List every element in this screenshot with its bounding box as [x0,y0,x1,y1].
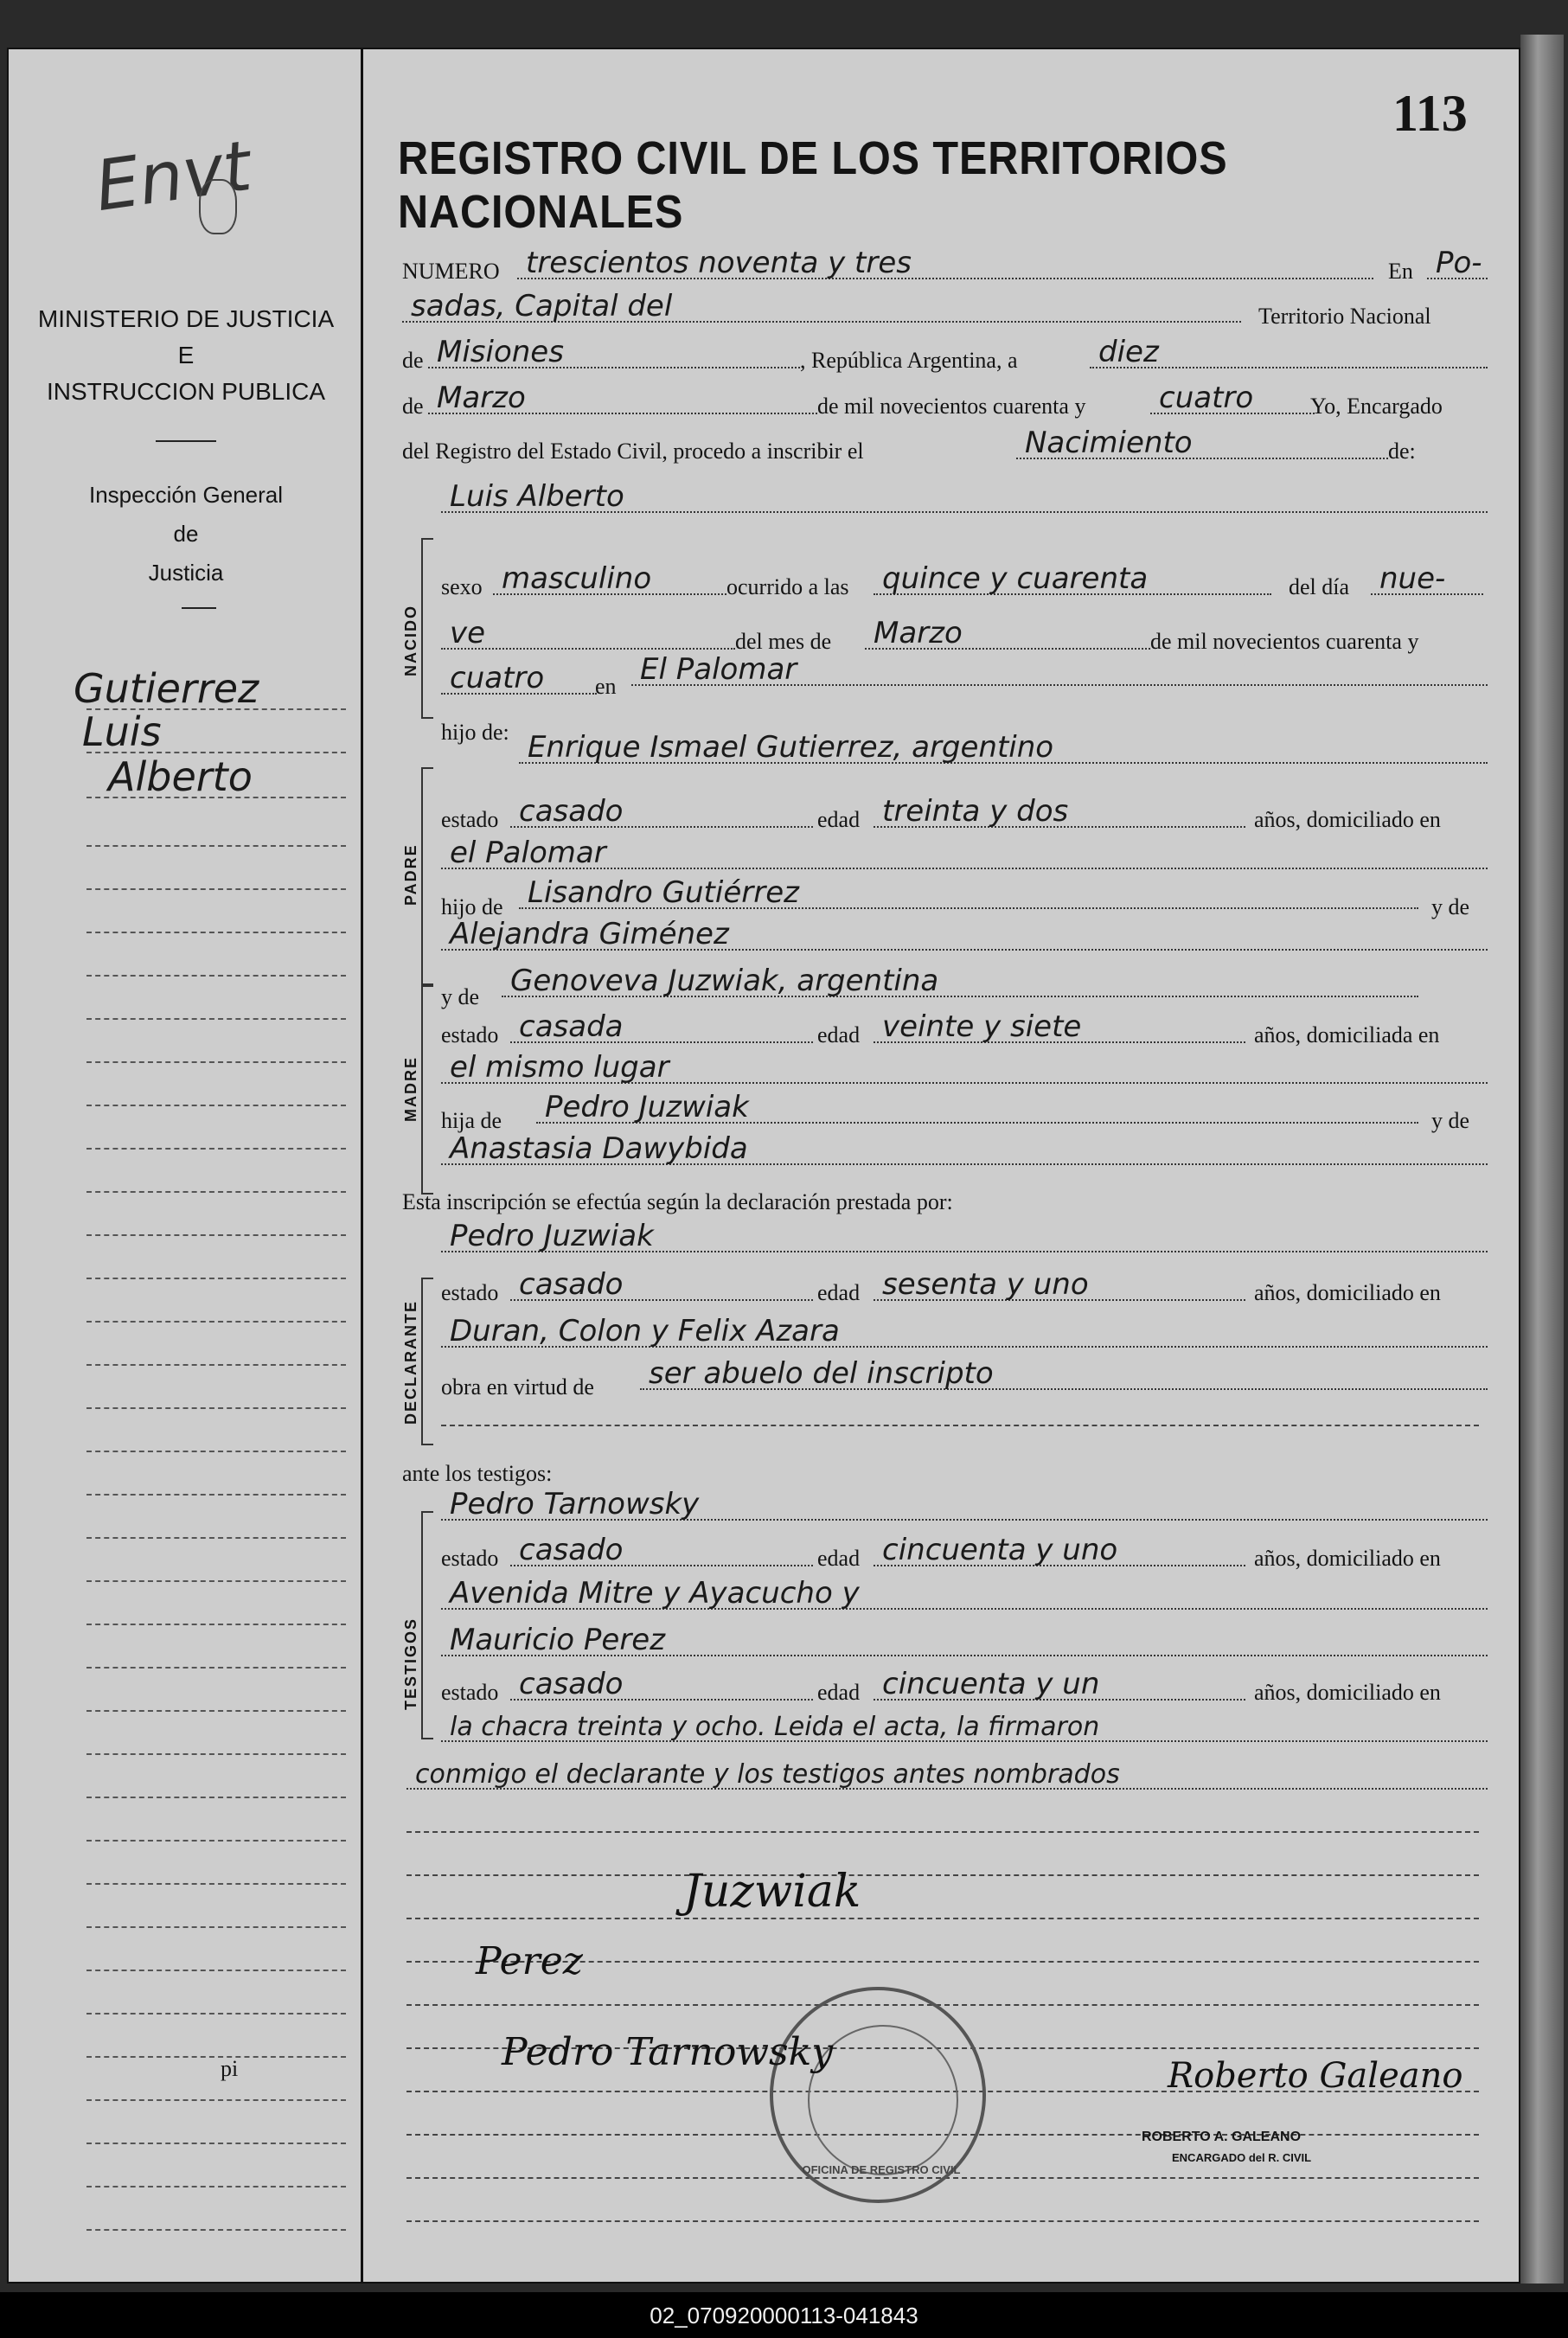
inspection-line-2: de [173,521,199,547]
field-t2-edad: cincuenta y un [874,1669,1245,1701]
officer-title: ENCARGADO del R. CIVIL [1172,2151,1312,2164]
margin-surname: Gutierrez [74,665,259,712]
left-margin [9,49,363,2282]
label-madre: MADRE [402,1056,419,1122]
field-padre-domicilio: el Palomar [441,838,1488,869]
file-id-bar [0,2292,1568,2338]
seal-text: OFICINA DE REGISTRO CIVIL [802,2163,961,2176]
divider [156,440,216,442]
field-hora: quince y cuarenta [874,564,1271,595]
label-sexo: sexo [441,574,483,599]
label-hijo-de: hijo de: [441,720,509,745]
label-mil-2: de mil novecientos cuarenta y [1150,629,1419,654]
field-numero: trescientos noventa y tres [517,248,1373,279]
binding-edge [1520,35,1564,2284]
label-de-2: de [402,394,424,419]
field-t2-estado: casado [510,1669,813,1701]
field-sexo: masculino [493,564,726,595]
field-nombre: Luis Alberto [441,482,1488,513]
madre-bracket [421,983,433,1195]
field-abuela-m: Anastasia Dawybida [441,1134,1488,1165]
inspection-line-3: Justicia [148,560,224,586]
document-title: REGISTRO CIVIL DE LOS TERRITORIOS NACIONALES [398,132,1228,238]
label-t1-estado: estado [441,1546,499,1571]
label-republica: , República Argentina, a [800,348,1018,373]
label-padre-hijo-de: hijo de [441,894,503,919]
label-t2-domicilio: años, domiciliado en [1254,1680,1441,1705]
label-t2-estado: estado [441,1680,499,1705]
field-testigo2: Mauricio Perez [441,1625,1488,1656]
label-t1-edad: edad [817,1546,861,1571]
blank-line [441,1425,1479,1426]
label-madre-y-de: y de [441,984,480,1009]
label-padre: PADRE [402,843,419,906]
label-padre-domicilio: años, domiciliado en [1254,807,1441,832]
label-t2-edad: edad [817,1680,861,1705]
label-numero: NUMERO [402,259,500,284]
field-testigo1: Pedro Tarnowsky [441,1489,1488,1521]
label-testigos-vertical: TESTIGOS [402,1617,419,1710]
field-decl-obra: ser abuelo del inscripto [640,1359,1488,1390]
field-declarante: Pedro Juzwiak [441,1221,1488,1252]
label-territorio: Territorio Nacional [1258,304,1431,329]
label-inscripcion: Esta inscripción se efectúa según la declaración prestada por: [402,1189,953,1214]
civil-registry-seal [770,1987,986,2203]
officer-name: ROBERTO A. GALEANO [1142,2130,1302,2144]
signature-declarante: Juzwiak [683,1866,861,1918]
field-madre-edad: veinte y siete [874,1012,1245,1043]
label-de: de [402,348,424,373]
field-anio: cuatro [1150,383,1315,414]
field-t1-edad: cincuenta y uno [874,1535,1245,1566]
label-testigos: ante los testigos: [402,1461,553,1486]
signature-witness-2: Perez [476,1939,583,1983]
label-declarante: DECLARANTE [402,1300,419,1425]
field-dia-nac-2: ve [441,618,735,650]
divider [182,607,216,609]
label-decl-domicilio: años, domiciliado en [1254,1280,1441,1305]
testigos-bracket [421,1511,433,1739]
label-ocurrido: ocurrido a las [726,574,849,599]
label-t1-domicilio: años, domiciliado en [1254,1546,1441,1571]
field-madre-domicilio: el mismo lugar [441,1053,1488,1084]
field-madre: Genoveva Juzwiak, argentina [502,966,1418,997]
field-decl-edad: sesenta y uno [874,1270,1245,1301]
label-del-dia: del día [1289,574,1350,599]
margin-given-name-2: Alberto [108,753,253,800]
label-padre-edad: edad [817,807,861,832]
page-number: 113 [1392,85,1468,142]
field-territorio: Misiones [428,337,800,368]
field-padre: Enrique Ismael Gutierrez, argentino [519,733,1488,764]
ministry-line-3: INSTRUCCION PUBLICA [46,378,326,405]
field-abuela-p: Alejandra Giménez [441,919,1488,951]
field-lugar-nac: El Palomar [631,655,1488,686]
inspection-line-1: Inspección General [88,482,284,508]
label-madre-domicilio: años, domiciliada en [1254,1022,1440,1047]
label-nacido: NACIDO [402,605,419,676]
field-acto: Nacimiento [1016,428,1388,459]
label-madre-y-de-2: y de [1431,1108,1470,1133]
declarante-bracket [421,1278,433,1445]
field-anio-nac: cuatro [441,663,597,695]
field-abuelo-m: Pedro Juzwiak [536,1092,1418,1124]
field-madre-estado: casada [510,1012,813,1043]
label-decl-edad: edad [817,1280,861,1305]
margin-mark: pi [221,2056,239,2081]
field-decl-domicilio: Duran, Colon y Felix Azara [441,1316,1488,1348]
ministry-line-1: MINISTERIO DE JUSTICIA [37,305,335,332]
certificate-page [7,48,1520,2284]
field-padre-edad: treinta y dos [874,797,1245,828]
field-dia-nac-1: nue- [1371,564,1483,595]
field-padre-estado: casado [510,797,813,828]
signature-officer: Roberto Galeano [1168,2056,1463,2096]
field-lugar-1: Po- [1427,248,1488,279]
field-t1-estado: casado [510,1535,813,1566]
field-mes-nac: Marzo [865,618,1150,650]
coat-of-arms-icon [199,179,237,234]
margin-stamp: Envt [90,125,256,227]
field-abuelo-p: Lisandro Gutiérrez [519,878,1418,909]
field-decl-estado: casado [510,1270,813,1301]
label-madre-edad: edad [817,1022,861,1047]
label-hija-de: hija de [441,1108,502,1133]
label-en: En [1388,259,1413,284]
label-decl-estado: estado [441,1280,499,1305]
ministry-line-2: E [177,342,195,368]
field-cierre: conmigo el declarante y los testigos antes nombrados [406,1762,1488,1790]
nacido-bracket [421,538,433,719]
label-y-de: y de [1431,894,1470,919]
label-mil-1: de mil novecientos cuarenta y [817,394,1086,419]
label-en-lower: en [595,674,617,699]
field-dia: diez [1090,337,1488,368]
label-de-colon: de: [1388,439,1416,464]
padre-bracket [421,767,433,987]
field-lugar-2: sadas, Capital del [402,291,1241,323]
margin-given-name-1: Luis [82,708,162,755]
label-registro: del Registro del Estado Civil, procedo a inscribir el [402,439,864,464]
field-mes: Marzo [428,383,817,414]
label-yo: Yo, Encargado [1310,394,1443,419]
label-obra: obra en virtud de [441,1374,594,1400]
field-t2-domicilio: la chacra treinta y ocho. Leida el acta, la firmaron [441,1714,1488,1742]
label-del-mes: del mes de [735,629,832,654]
signature-witness-1: Pedro Tarnowsky [502,2030,834,2074]
label-madre-estado: estado [441,1022,499,1047]
label-padre-estado: estado [441,807,499,832]
file-id: 02_070920000113-041843 [650,2303,918,2328]
field-t1-domicilio: Avenida Mitre y Ayacucho y [441,1579,1488,1610]
